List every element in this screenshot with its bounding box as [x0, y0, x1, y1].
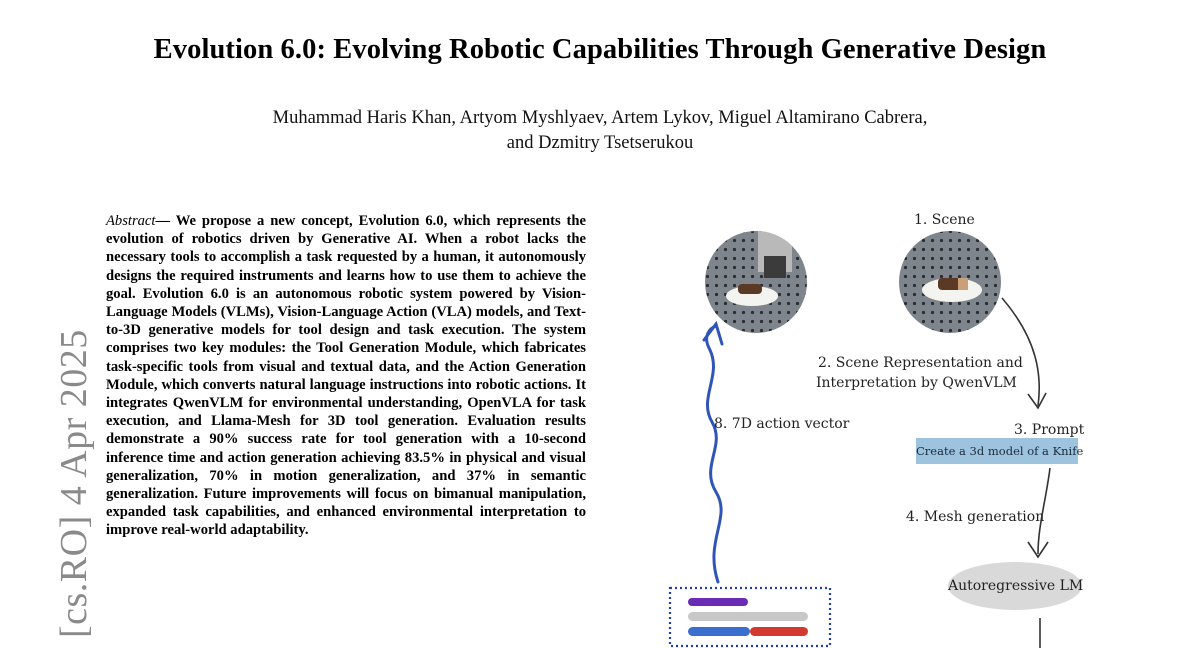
authors-line-2: and Dzmitry Tsetserukou [506, 133, 694, 153]
abstract-label: Abstract [106, 213, 156, 229]
authors-line-1: Muhammad Haris Khan, Artyom Myshlyaev, Artem Lykov, Miguel Altamirano Cabrera, [272, 108, 928, 128]
paper-title: Evolution 6.0: Evolving Robotic Capabilities Through Generative Design [153, 34, 1047, 65]
abstract-dash: — [155, 213, 171, 229]
autoregressive-lm-node: Autoregressive LM [948, 562, 1082, 610]
step-3-label: 3. Prompt [1014, 422, 1085, 438]
prompt-box: Create a 3d model of a Knife [916, 438, 1078, 464]
step-2-label-line2: Interpretation by QwenVLM [816, 375, 1017, 391]
abstract-text: We propose a new concept, Evolution 6.0, which represents the evolution of robotics driven by Generative AI. When a robot lacks the necessary tools to accomplish a task requested by a human, it autonomously designs the required instruments and learns how to use them to achieve the goal. Evolution 6.0 is an autonomous robotic system powered by Vision-Language Models (VLMs), Vision-Language Action (VLA) models, and Text-to-3D generative models for tool design and task execution. The system comprises two key modules: the Tool Generation Module, which fabricates task-specific tools from visual and textual data, and the Action Generation Module, which converts natural language instructions into robotic actions. It integrates QwenVLM for environmental understanding, OpenVLA for task execution, and Llama-Mesh for 3D tool generation. Evaluation results demonstrate a 90% success rate for tool generation with a 10-second inference time and action generation achieving 83.5% in physical and visual generalization, 70% in motion generalization, and 37% in semantic generalization. Future improvements will focus on bimanual manipulation, expanded task capabilities, and enhanced environmental interpretation to improve real-world adaptability. [106, 213, 587, 539]
step-8-label: 8. 7D action vector [714, 416, 850, 432]
arxiv-stamp: [cs.RO] 4 Apr 2025 [53, 329, 95, 638]
author-list [0, 106, 1200, 156]
scene-photo [894, 228, 1006, 340]
action-vector-arrow [707, 326, 721, 582]
step-1-label: 1. Scene [914, 212, 975, 228]
step-4-label: 4. Mesh generation [906, 509, 1045, 525]
step-2-label-line1: 2. Scene Representation and [818, 355, 1023, 371]
action-tokens-box [670, 588, 830, 646]
system-figure [640, 200, 1160, 648]
abstract [106, 212, 586, 540]
